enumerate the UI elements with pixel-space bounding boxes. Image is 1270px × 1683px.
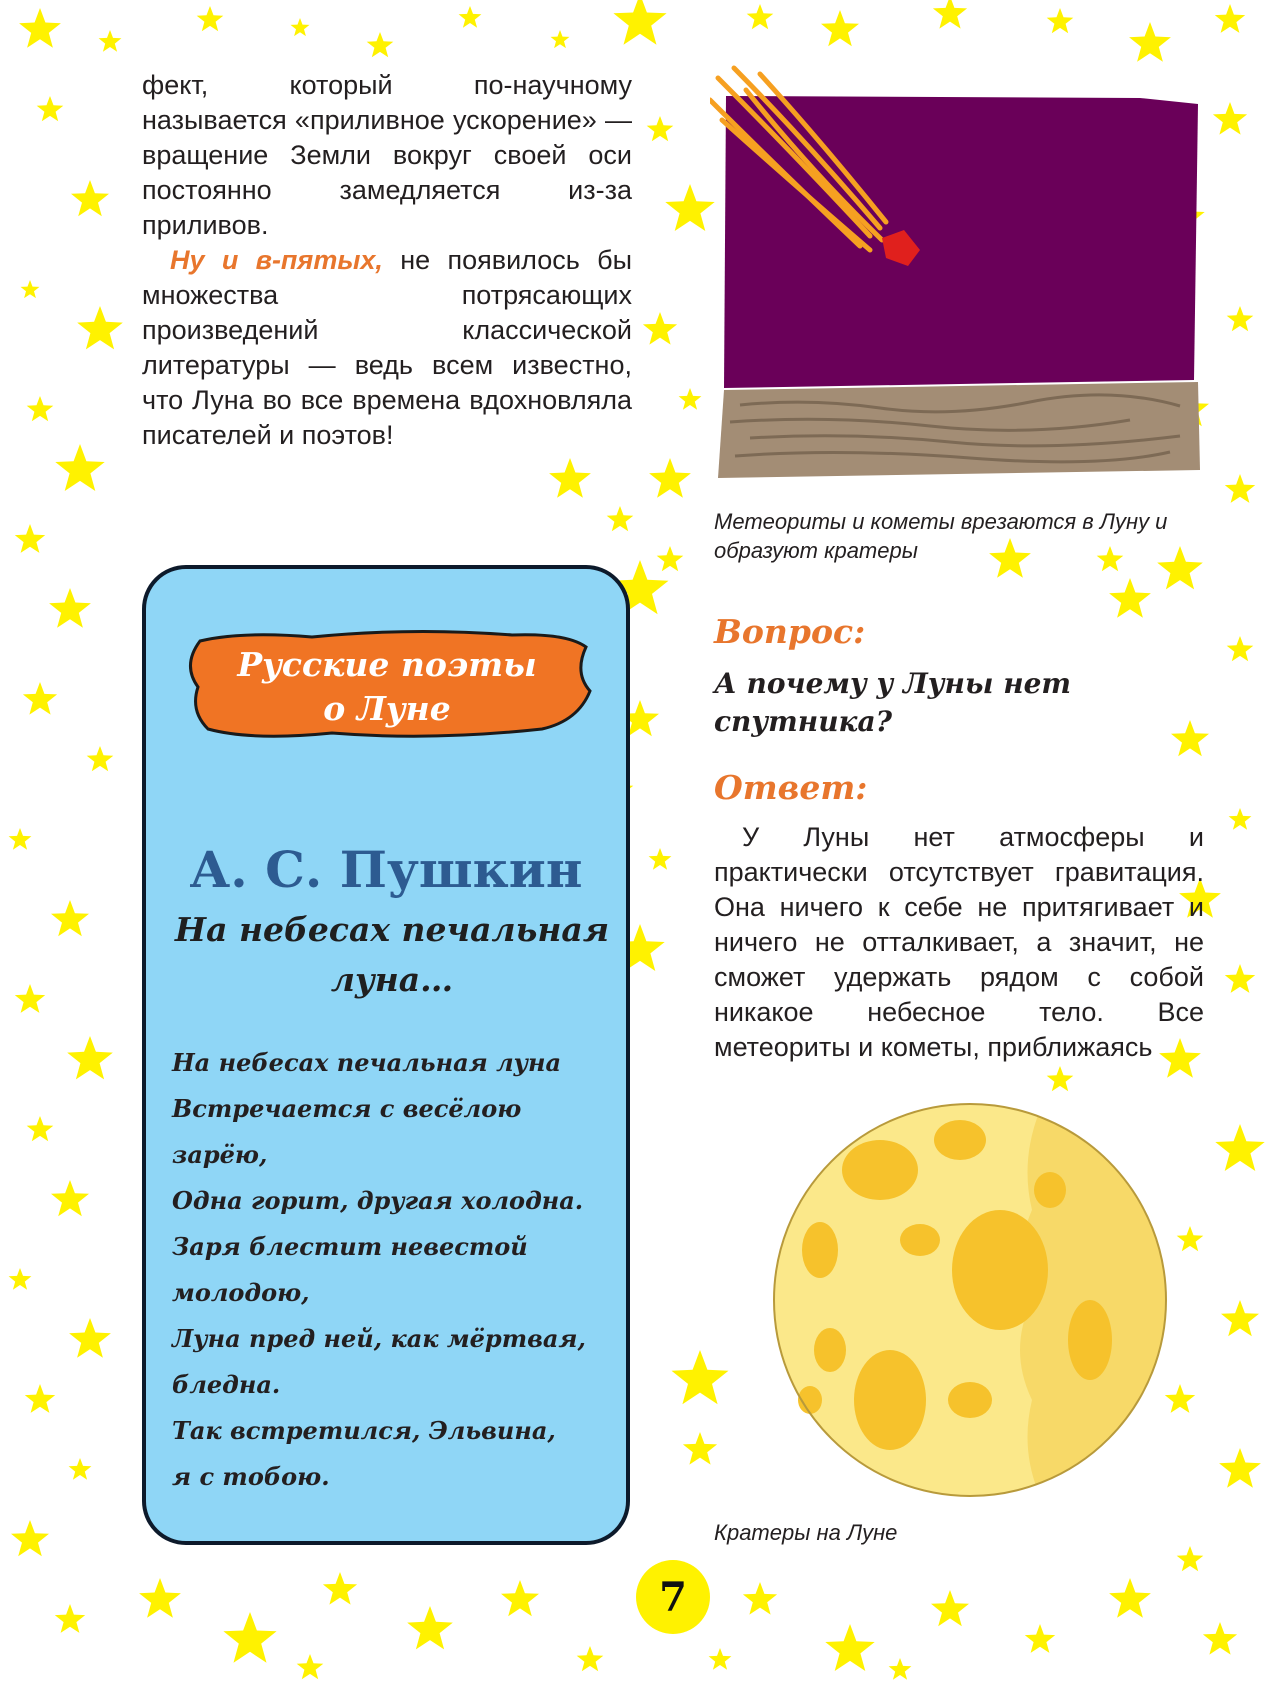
star-icon	[1229, 808, 1252, 830]
star-icon	[55, 1604, 85, 1633]
star-icon	[23, 682, 57, 715]
star-icon	[501, 1580, 539, 1616]
star-icon	[223, 1612, 276, 1663]
star-icon	[1177, 1546, 1204, 1571]
star-icon	[77, 306, 123, 349]
poem-line: Луна пред ней, как мёртвая,	[172, 1324, 586, 1353]
star-icon	[889, 1658, 912, 1680]
star-icon	[821, 10, 859, 46]
star-icon	[665, 184, 714, 231]
star-icon	[1109, 578, 1151, 618]
poem-line: молодою,	[172, 1278, 310, 1307]
star-icon	[1047, 8, 1074, 33]
star-icon	[71, 180, 109, 216]
star-icon	[459, 6, 482, 28]
sky-block	[724, 96, 1198, 388]
star-icon	[9, 828, 32, 850]
meteor-caption: Метеориты и кометы врезаются в Луну и образуют кратеры	[714, 509, 1168, 563]
star-icon	[1219, 1448, 1261, 1488]
star-icon	[683, 1432, 717, 1465]
star-icon	[647, 116, 674, 141]
star-icon	[15, 524, 45, 553]
star-icon	[1215, 1124, 1264, 1171]
star-icon	[1047, 1066, 1074, 1091]
star-icon	[643, 312, 677, 345]
star-icon	[931, 1590, 969, 1626]
poem-title-line: На небесах печальная	[174, 910, 610, 949]
poem-title	[172, 905, 612, 1005]
star-icon	[709, 1648, 732, 1670]
star-icon	[549, 458, 591, 498]
star-icon	[49, 588, 91, 628]
star-icon	[27, 396, 54, 421]
poem-line: Так встретился, Эльвина,	[172, 1416, 556, 1445]
star-icon	[15, 984, 45, 1013]
star-icon	[607, 506, 634, 531]
star-icon	[1129, 22, 1171, 62]
banner-line: Русские поэты	[237, 645, 537, 684]
star-icon	[407, 1606, 453, 1649]
star-icon	[743, 1582, 777, 1615]
star-icon	[649, 848, 672, 870]
star-icon	[577, 1646, 604, 1671]
text-paragraph-2	[142, 243, 632, 453]
star-icon	[747, 4, 774, 29]
star-icon	[51, 1180, 89, 1216]
poem-title-line: луна…	[330, 960, 454, 999]
question-heading: Вопрос:	[714, 612, 866, 651]
star-icon	[1025, 1624, 1055, 1653]
star-icon	[1215, 4, 1245, 33]
star-icon	[9, 1268, 32, 1290]
star-icon	[21, 280, 40, 298]
star-icon	[37, 96, 64, 121]
star-icon	[323, 1572, 357, 1605]
star-icon	[25, 1384, 55, 1413]
star-icon	[1227, 636, 1254, 661]
star-icon	[613, 0, 666, 45]
poem-line: Одна горит, другая холодна.	[172, 1186, 584, 1215]
star-icon	[19, 8, 61, 48]
answer-text: У Луны нет атмосферы и практически отсутствует гравитация. Она ничего к себе не притягивает и ничего не отталкивает, а значит, не сможет удержать рядом с собой никакое небесное тело. Все метеориты и кометы, приближаясь	[714, 822, 1204, 1062]
star-icon	[1227, 306, 1254, 331]
star-icon	[825, 1624, 874, 1671]
star-icon	[69, 1318, 111, 1358]
star-icon	[55, 444, 104, 491]
star-icon	[933, 0, 967, 29]
star-icon	[672, 1350, 729, 1404]
poet-name: А. С. Пушкин	[189, 840, 583, 899]
star-icon	[291, 18, 310, 36]
moon-shadow	[1020, 1100, 1170, 1496]
poem-line: Встречается с весёлою	[172, 1094, 522, 1123]
answer-heading: Ответ:	[714, 768, 868, 807]
star-icon	[297, 1654, 324, 1679]
page-number: 7	[636, 1560, 710, 1634]
star-icon	[1225, 964, 1255, 993]
star-icon	[87, 746, 114, 771]
section-banner	[182, 625, 592, 745]
poem-line: зарёю,	[172, 1140, 268, 1169]
moon-caption: Кратеры на Луне	[714, 1520, 898, 1545]
moon-illustration	[770, 1100, 1170, 1500]
star-icon	[649, 458, 691, 498]
text-paragraph-1	[142, 68, 632, 243]
banner-line: о Луне	[323, 689, 451, 728]
paragraph-text: не появилось бы множества потрясающих произведений классической литературы — ведь всем известно, что Луна во все времена вдохновляла писателей и поэтов!	[142, 245, 632, 450]
star-icon	[657, 546, 684, 571]
poem-line: я с тобою.	[172, 1462, 330, 1491]
meteor-illustration	[710, 60, 1230, 490]
star-icon	[139, 1578, 181, 1618]
poem-line: На небесах печальная луна	[172, 1048, 562, 1077]
star-icon	[1109, 1578, 1151, 1618]
paragraph-lead: Ну и в-пятых,	[170, 245, 383, 275]
poem-line: бледна.	[172, 1370, 281, 1399]
poem-text	[172, 1040, 622, 1500]
star-icon	[69, 1458, 92, 1480]
star-icon	[551, 30, 570, 48]
question-text: А почему у Луны нет спутника?	[714, 667, 1072, 738]
star-icon	[1203, 1622, 1237, 1655]
star-icon	[1221, 1300, 1259, 1336]
star-icon	[99, 30, 122, 52]
paragraph-text: фект, который по-научному называется «приливное ускорение» — вращение Земли вокруг своей оси постоянно замедляется из-за приливов.	[142, 70, 632, 240]
star-icon	[197, 6, 224, 31]
star-icon	[11, 1520, 49, 1556]
poem-line: Заря блестит невестой	[172, 1232, 528, 1261]
star-icon	[679, 388, 702, 410]
star-icon	[367, 32, 394, 57]
banner-text	[182, 643, 592, 731]
star-icon	[27, 1116, 54, 1141]
star-icon	[51, 900, 89, 936]
star-icon	[67, 1036, 113, 1079]
star-icon	[1177, 1226, 1204, 1251]
